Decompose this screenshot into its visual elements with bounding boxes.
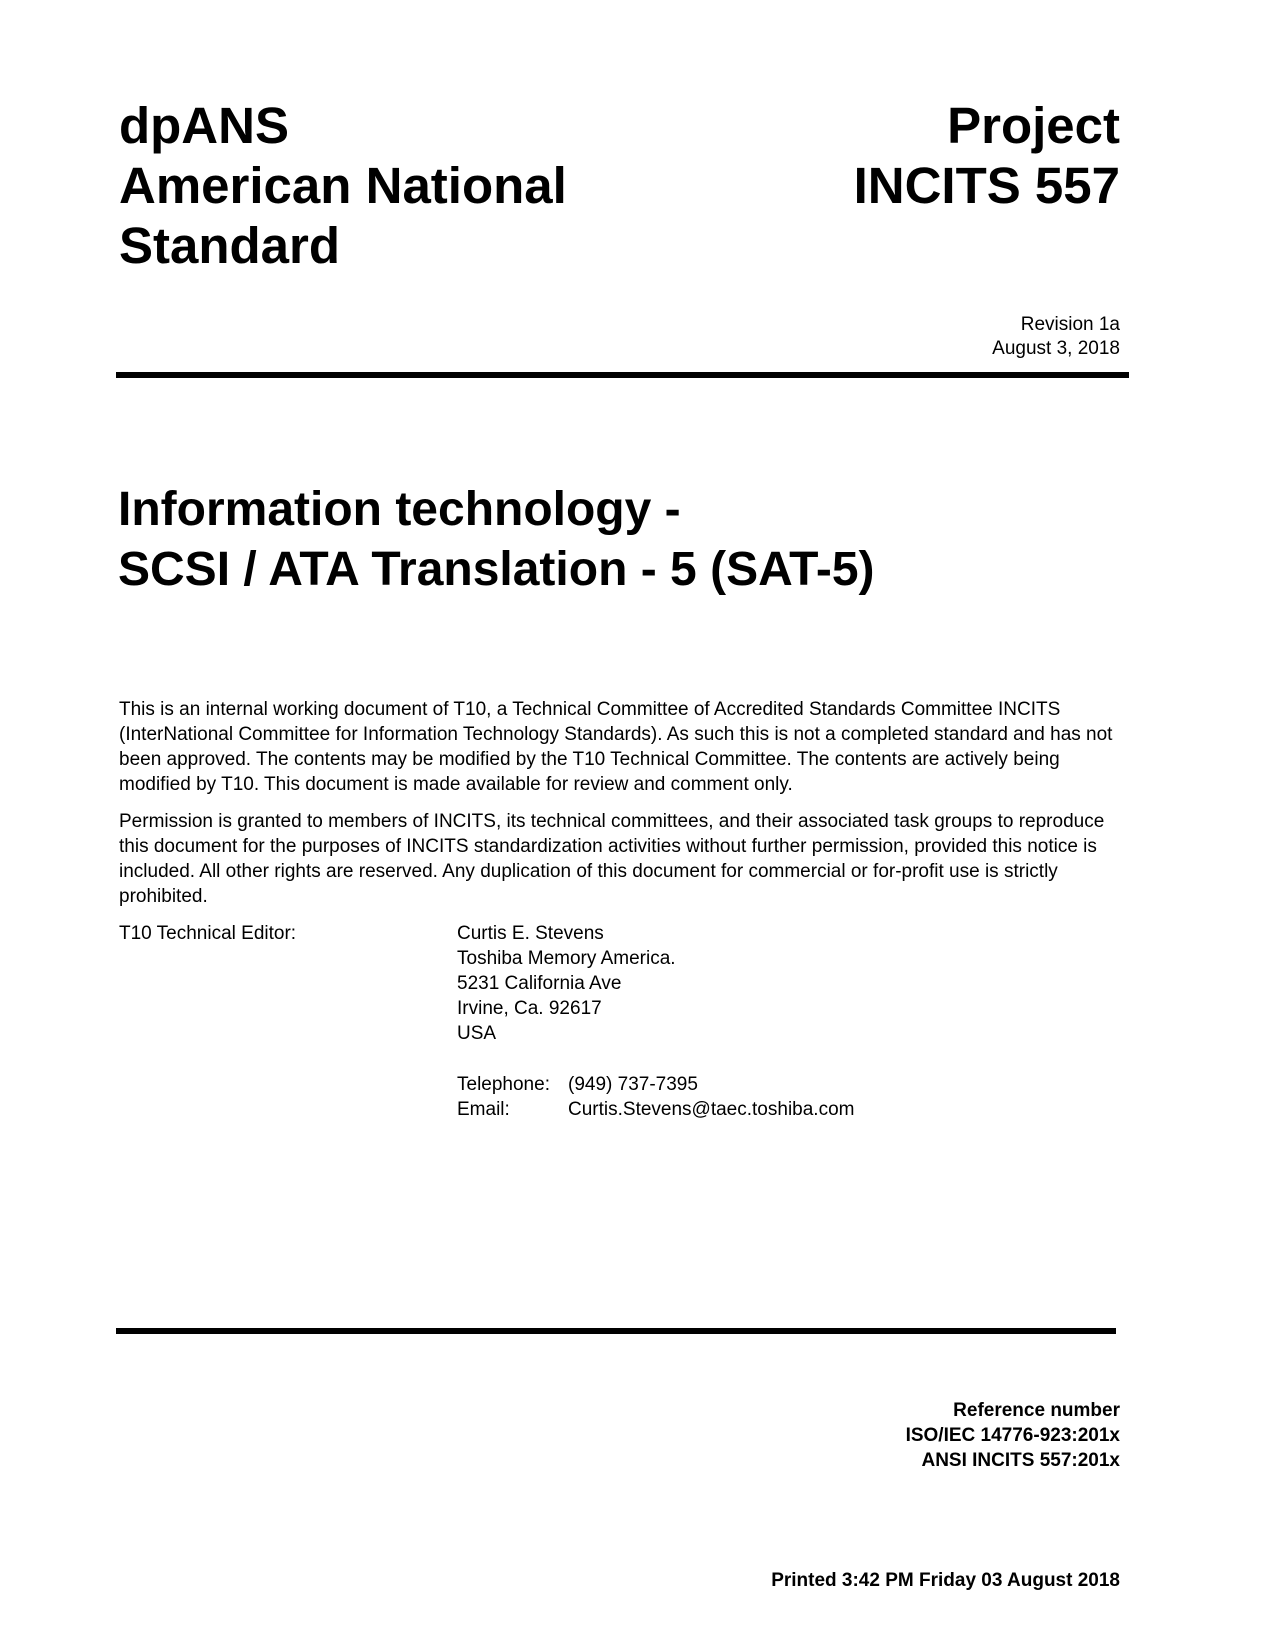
title-line-1: Information technology - — [118, 483, 681, 536]
revision-block — [992, 313, 1120, 361]
project-number: INCITS 557 — [853, 157, 1120, 214]
top-divider — [116, 372, 1129, 378]
contact-row-email — [457, 1097, 854, 1122]
revision-label: Revision 1a — [1020, 314, 1120, 335]
editor-country: USA — [457, 1023, 497, 1044]
reference-block — [906, 1398, 1120, 1473]
editor-street: 5231 California Ave — [457, 973, 622, 994]
bottom-divider — [116, 1328, 1116, 1334]
designation-line-3: Standard — [119, 217, 341, 274]
permission-paragraph: Permission is granted to members of INCITS, its technical committees, and their associated task groups to reproduce this document for the purposes of INCITS standardization activities without further permission, provided this notice is included. All other rights are reserved. Any duplication of this document for commercial or for-profit use is strictly prohibited. — [119, 811, 1105, 907]
editor-company: Toshiba Memory America. — [457, 948, 676, 969]
designation-line-1: dpANS — [119, 97, 289, 154]
editor-contacts — [457, 1072, 854, 1122]
contact-row-telephone — [457, 1072, 854, 1097]
standard-designation — [119, 96, 567, 276]
reference-iso: ISO/IEC 14776-923:201x — [905, 1425, 1120, 1446]
document-title — [118, 480, 875, 600]
telephone-label: Telephone: — [457, 1074, 550, 1095]
email-value: Curtis.Stevens@taec.toshiba.com — [568, 1099, 855, 1120]
editor-address — [457, 921, 676, 1046]
revision-date: August 3, 2018 — [992, 338, 1120, 359]
designation-line-2: American National — [119, 157, 567, 214]
editor-name: Curtis E. Stevens — [457, 923, 604, 944]
reference-ansi: ANSI INCITS 557:201x — [921, 1450, 1120, 1471]
reference-label: Reference number — [953, 1400, 1120, 1421]
printed-timestamp: Printed 3:42 PM Friday 03 August 2018 — [771, 1570, 1120, 1591]
notice-paragraph: This is an internal working document of T10, a Technical Committee of Accredited Standards Committee INCITS (InterNational Committee for Information Technology Standards). As such this is not a completed standard and has not been approved. The contents may be modified by the T10 Technical Committee. The contents are actively being modified by T10. This document is made available for review and comment only. — [119, 699, 1113, 795]
project-label: Project — [947, 97, 1120, 154]
editor-city: Irvine, Ca. 92617 — [457, 998, 602, 1019]
title-line-2: SCSI / ATA Translation - 5 (SAT-5) — [118, 543, 875, 596]
project-designation — [854, 96, 1120, 216]
editor-label: T10 Technical Editor: — [119, 923, 297, 944]
telephone-value: (949) 737-7395 — [568, 1074, 698, 1095]
email-label: Email: — [457, 1099, 510, 1120]
